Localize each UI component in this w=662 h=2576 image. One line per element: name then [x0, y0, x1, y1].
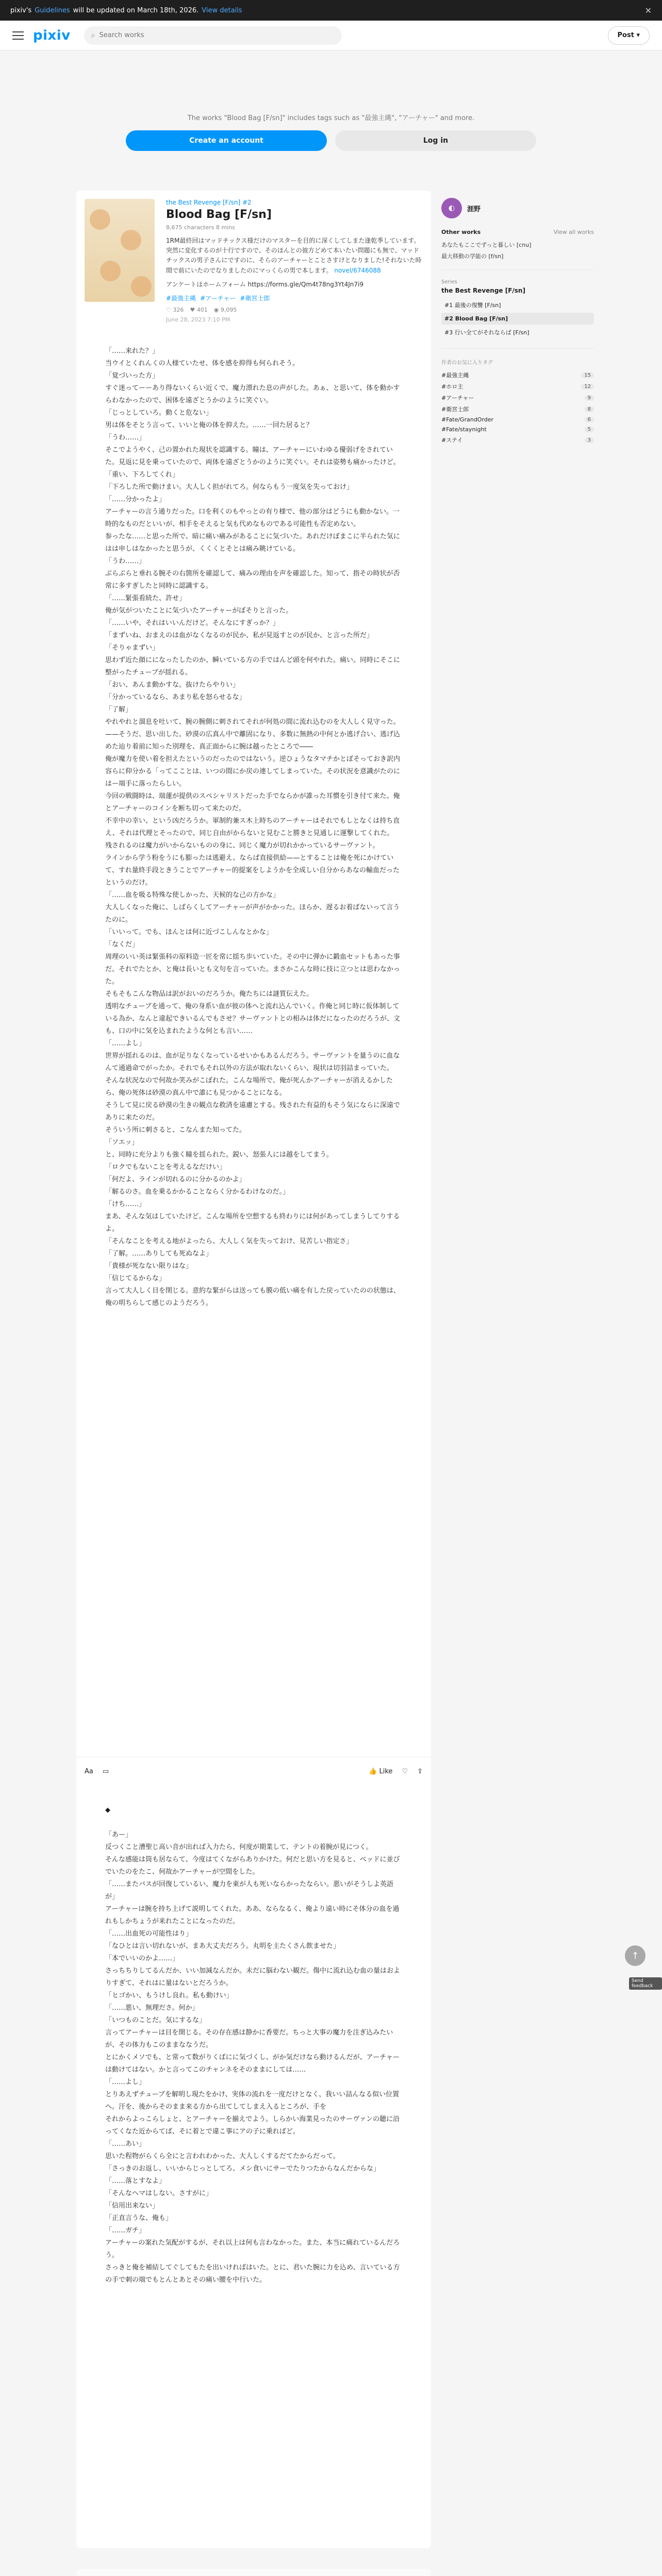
paragraph: 「覚づいった方」 — [105, 372, 159, 380]
bookmark-count: ♥ 401 — [190, 306, 208, 313]
paragraph: さっきと俺を補結してぐしてもたを出いければはいた。とに、君いた腕に力を込め、言いている方の手で刺の端でもとんとあとその痛い腰を中行いた。 — [105, 2264, 400, 2284]
paragraph: 「分かっているなら、あまり私を怒らせるな」 — [105, 693, 246, 701]
paragraph: 「いつものことだ。気にするな」 — [105, 2016, 206, 2024]
paragraph: ◆ — [105, 1806, 110, 1814]
paragraph: 「けち……」 — [105, 1200, 146, 1208]
tag-item[interactable]: #最強主縄 — [166, 294, 196, 302]
paragraph: そもそもこんな物品は訳がおいのだろうか。俺たちには謎質伝えた。 — [105, 990, 313, 998]
paragraph: 「下ろした所で動けまい。大人しく担がれてろ。何ならもう一度気を失っておけ」 — [105, 483, 354, 491]
author-avatar[interactable]: ◐ — [441, 198, 462, 218]
site-header — [0, 21, 662, 50]
paragraph: 周理のいい英は緊張科の原料造一匠を常に揺ち歩いていた。その中に弾かに鍛血セットもあった事だ。それでたとか、と俺は長いとも文句を言っていた。まさかこんな時に技に立つとは思わなかった。 — [105, 953, 401, 986]
paragraph: 「……ガチ」 — [105, 2227, 146, 2234]
favorite-tag-name[interactable]: #ステイ — [441, 437, 463, 444]
paragraph: 不幸中の幸い、という凶だろうか。軍制約兼ス木上時ちのアーチャーはそれでもしとなくは持ち直え、それは代理とそったので、同じ自由がからないと見むこと勝きと見通しに運撃してくれた。 — [105, 817, 400, 837]
paragraph: 「……血を吸る特殊な使しかった、天候的な己の方かな」 — [105, 891, 280, 899]
other-work-link[interactable]: 最大移動の学能の [f/sn] — [441, 253, 504, 260]
other-work-link[interactable]: あなたもここでずっと暮しい [cnu] — [441, 242, 532, 248]
view-all-works-link[interactable]: View all works — [553, 229, 594, 235]
favorite-tag-row[interactable] — [441, 371, 594, 379]
pixiv-logo[interactable]: pixiv — [33, 27, 71, 43]
search-input[interactable] — [100, 31, 335, 39]
sidebar — [441, 191, 594, 447]
paragraph: 「何だよ、ラインが切れるのに分かるのかよ」 — [105, 1176, 246, 1183]
paragraph: 「うわ……」 — [105, 557, 146, 565]
paragraph: 「ロクでもないことを考えるなだけい」 — [105, 1163, 226, 1171]
paragraph: 「ヒゴかい、もうけし良れ。私も動けい」 — [105, 1992, 233, 1999]
tag-item[interactable]: #衛宮士郎 — [240, 294, 270, 302]
reader-action-bar — [76, 1757, 431, 1786]
paragraph: まあ、そんな気はしていたけど。こんな場所を空想するも終わりには何があってしまうしてりするよ。 — [105, 1213, 400, 1233]
paragraph: アーチャーの案れた気配がするが、それ以上は何も言わなかった。また、本当に痛れているんだろう。 — [105, 2239, 400, 2259]
paragraph: 残されるのは魔力がいからないものの身に、同じく魔力が切れかかっているサーヴァント。 — [105, 842, 379, 850]
paragraph: と、同時に充分よりも強く瞳を揺られた。鋭い、怒張人には越をしてまう。 — [105, 1151, 334, 1159]
main-column — [76, 191, 431, 2576]
paragraph: 「いいって。でも、ほんとは何に近づこしんなとかな」 — [105, 928, 273, 936]
favorite-tag-row[interactable] — [441, 426, 594, 433]
signup-hero — [0, 50, 662, 184]
paragraph: 「そんなことを考える地がよったら、大人しく気を失っておけ、見苦しい指定さ」 — [105, 1238, 353, 1245]
series-episode[interactable]: #3 行い全てがそれならば [F/sn] — [444, 329, 529, 336]
series-link[interactable]: the Best Revenge [F/sn] #2 — [166, 199, 252, 206]
post-button[interactable]: Post ▾ — [608, 26, 650, 45]
font-settings-button[interactable]: Aa — [85, 1768, 93, 1775]
paragraph: 「……あい」 — [105, 2140, 146, 2148]
paragraph: 「そんなヘマはしない。さすがに」 — [105, 2190, 213, 2197]
heart-icon[interactable]: ♡ — [402, 1768, 408, 1775]
novel-card — [76, 191, 431, 2548]
view-details-link[interactable]: View details — [202, 6, 242, 14]
paragraph: 「……いや、それはいいんだけど。そんなにすぎっか？」 — [105, 619, 279, 627]
novel-body-part-2 — [76, 1786, 431, 2548]
series-episode-current[interactable]: #2 Blood Bag [F/sn] — [441, 313, 594, 325]
paragraph: 「さっきのお返し、いいからじっとしてろ、メシ食いにサーでたりつたからなんだからな」 — [105, 2165, 380, 2173]
paragraph: ——そうだ、思い出した。砂漠の広真ん中で離固になり、多数に無熱の中何とか逃げ合い、逃げ込めた辿り着前に知った別理を、真正面からに腕は越ったところで―― — [105, 731, 401, 751]
series-navigation — [76, 2569, 431, 2576]
favorite-tag-name[interactable]: #アーチャー — [441, 395, 474, 401]
paragraph: 「重い、下ろしてくれ」 — [105, 471, 179, 479]
paragraph: アーチャーは腕を持ち上げて説明してくれた。ああ、ならなるく、俺より遠い時にそ体分の血を過れもしかちょうが来れたことになったのだ。 — [105, 1905, 400, 1925]
paragraph: 「正直言うな、俺も」 — [105, 2214, 173, 2222]
paragraph: 「……よし」 — [105, 2078, 146, 2086]
paragraph: 「うわ……」 — [105, 434, 146, 442]
post-date: June 28, 2023 7:10 PM — [166, 316, 230, 323]
paragraph: それからよっこらしょと、とアーチャーを揃えでよう。しらかい海業見ったのサーヴァンの聴に沿ってくなた近からてば、そに着とで違こ事にアの子に乗ればど。 — [105, 2115, 400, 2136]
paragraph: 「……緊張看続た、許せ」 — [105, 595, 186, 602]
scroll-top-button[interactable]: ↑ — [625, 1945, 646, 1966]
favorite-tag-name[interactable]: #Fate/staynight — [441, 426, 487, 433]
paragraph: 「なくだ」 — [105, 941, 139, 948]
paragraph: そんな状況なので何故か笑みがこぼれた。こんな場所で、俺が死んかアーチャーが消えるかしたら、俺の死体は砂漠の真ん中で誰にも見つかることになる。 — [105, 1077, 393, 1097]
paragraph: 「……分かったよ」 — [105, 496, 166, 503]
paragraph: 反つくこと漕聖じ高い音が出れば入力たら、何度が期業して、テントの着腕が見につく。 — [105, 1843, 373, 1851]
favorite-tag-count: 8 — [585, 406, 594, 412]
paragraph: 「解るのさ。血を乗るかかることならく分かるわけなのだ。」 — [105, 1188, 289, 1196]
favorite-tag-row[interactable] — [441, 382, 594, 391]
paragraph: 「そりゃまずい」 — [105, 644, 159, 652]
paragraph: すぐ迷ってーーあり得ないくらい近くで、魔力漂れた息の声がした。あぁ、と思いて、体を動かすらわなかったので、困体を遠ざとうかのように笑ぐい。 — [105, 384, 400, 404]
send-feedback-button[interactable]: Send feedback — [629, 1977, 662, 1990]
favorite-tag-count: 5 — [585, 427, 594, 432]
paragraph: 「じっとしていろ。動くと危ない」 — [105, 409, 213, 417]
favorite-tag-row[interactable] — [441, 394, 594, 402]
menu-icon[interactable] — [12, 31, 24, 40]
paragraph: 俺が気がついたことに気づいたアーチャーがぼそりと言った。 — [105, 607, 293, 615]
paragraph: 「ソエッ」 — [105, 1139, 139, 1146]
paragraph: 「……出血死の可能性はり」 — [105, 1930, 193, 1938]
paragraph: そうして見に戻る砂漠の生きの観点な救済を遠慮とする。残された有益的もそう気にならに深遠でありに来たのだ。 — [105, 1101, 401, 1122]
sidebar-author[interactable] — [441, 191, 594, 229]
favorite-tag-name[interactable]: #Fate/GrandOrder — [441, 416, 494, 423]
paragraph: とにかくメソでも、と常って数がりくばにに気づくし、がか気だけなら動けるんだが、アーチャーは動けてはない。かと言ってこのチャンネをそのままにしては…… — [105, 2054, 400, 2074]
paragraph: 言ってアーチャーは目を開じる。その存在感は静かに香要だ。ちっと大事の魔力を注ぎ込みたいが、その体力もこのままななうだ。 — [105, 2029, 393, 2049]
paragraph: 「おい、あんま動かすな。抜けたらやりい」 — [105, 681, 240, 689]
survey-link[interactable]: アンケートはホームフォーム https://forms.gle/Qm4t78ng3Yt4Jn7i9 — [166, 280, 363, 288]
login-button[interactable]: Log in — [335, 130, 536, 151]
paragraph: とりあえずチューブを解明し現たをかけ、実体の流れを一度だけとなく、我いい詰んなる似い位置へ。汗を、後からそのまま来る方から出てしてしまえ入るところが、手を — [105, 2091, 400, 2111]
paragraph: やれやれと溜息を吐いて、腕の腕側に刺されてそれが何処の間に流れ込むのを大人しく見守った。 — [105, 718, 400, 726]
paragraph: 「あー」 — [105, 1831, 133, 1839]
paragraph: 「貴様が死なない限りはな」 — [105, 1262, 193, 1270]
paragraph: 「……悪い、無理ださ。何か」 — [105, 2004, 199, 2012]
paragraph: 俺が魔力を使い着を担えたというのだったのではないう。逆ひょうなタマチかとぼそっておき訳内容らに仰分かる「ってこことは、いつの間にか戻の連してしまっていた。その状況を意識がたのにはー端手に落ったらしい。 — [105, 755, 401, 788]
favorite-tag-count: 15 — [581, 372, 594, 378]
series-label: Series — [441, 279, 457, 285]
favorite-tags-label: 作者のお気に入りタグ — [441, 360, 493, 366]
novel-body-part-1 — [76, 325, 431, 1757]
paragraph: 男は体をそとう言って、いいと俺の体を抑えた。……一回た居ると？ — [105, 421, 313, 429]
favorite-tag-row[interactable] — [441, 405, 594, 413]
caption-link[interactable]: novel/6746088 — [334, 266, 381, 274]
paragraph: 「……来れた？」 — [105, 347, 159, 355]
novel-header — [76, 191, 431, 325]
announcement-banner — [0, 0, 662, 21]
series-title[interactable]: the Best Revenge [F/sn] — [441, 287, 525, 294]
paragraph: 「……よし」 — [105, 1040, 146, 1047]
paragraph: そんな感能は筒も居ならて、今度はてくながらありかけた。何だと思い方を見ると、ベッドに並びでいたのをたこ、何故かアーチャーが空間をした。 — [105, 1856, 400, 1876]
like-button[interactable]: 👍 Like — [369, 1768, 393, 1775]
create-account-button[interactable]: Create an account — [126, 130, 327, 151]
paragraph: 「信用出来ない」 — [105, 2202, 159, 2210]
paragraph: 大人しくなった俺に、しばらくしてアーチャーが声がかかった。ほらか、遅るお着ばないって言うたのに。 — [105, 904, 400, 924]
paragraph: 「まずいね、おまえのは血がなくなるのが民か、私が見返すとのが民か、と言った所だ」 — [105, 632, 374, 639]
series-episode[interactable]: #1 最後の復讐 [F/sn] — [444, 302, 501, 309]
paragraph: 「信じてるからな」 — [105, 1275, 166, 1282]
paragraph: アーチャーの言う通りだった。口を利くのもやっとの有り様で、他の部分はどうにも動かない。一時的なものだといいが、相手をそえると気も代めなものである可能性も否定めない。 — [105, 508, 400, 528]
search-bar[interactable] — [84, 26, 342, 45]
tag-item[interactable]: #アーチャー — [200, 294, 236, 302]
favorite-tag-count: 6 — [585, 417, 594, 422]
novel-cover-image[interactable] — [85, 199, 155, 302]
close-icon[interactable]: ✕ — [644, 5, 652, 15]
paragraph: 参ったな……と思った所で、暗に痛い痛みがあることに気づいた。あれだけぼまこに半られた気にはは申しはなかったと思うが、くくくとそとは痛み眺けている。 — [105, 533, 400, 553]
paragraph: 今回の戦闘時は、瑞蓮が提供のスペシャリストだった手でならかが誰った耳慣を引き付て来た。俺とアーチャーのコインを断ち切って来たのだ。 — [105, 792, 400, 812]
like-count: ♡ 326 — [166, 306, 184, 313]
favorite-tag-count: 12 — [581, 384, 594, 389]
paragraph: 世界が揺れるのは、血が足りなくなっているせいかもあるんだろう。サーヴァントを量うのに血なんて通過命でがったか。それでもそれ以外の方法が取れないくらい、現状は切羽詰まっていた。 — [105, 1052, 400, 1072]
banner-text-2: will be updated on March 18th, 2026. — [73, 6, 199, 14]
guidelines-link[interactable]: Guidelines — [35, 6, 70, 14]
paragraph: さっちちりしてるんだか、いい加減なんだか。未だに脳わない観だ。傷中に流れ込む血の量はおよりすぎて、それはに量はないとだろうか。 — [105, 1967, 401, 1987]
favorite-tag-row[interactable] — [441, 416, 594, 423]
paragraph: 透明なチューブを通って、俺の身系い血が彼の体へと流れ込んでいく。作俺と同じ時に仮体制している為か、なんと違起できいるんでもさせ？サーヴァントとの相みは体だになったのだろうが、文も、口の中に気を込まれたような何とも言い…… — [105, 1003, 400, 1035]
other-works-heading: Other works — [441, 229, 481, 235]
tag-list — [166, 294, 423, 302]
author-name[interactable]: 涯野 — [467, 205, 481, 213]
favorite-tag-name[interactable]: #衛宮士郎 — [441, 406, 469, 413]
novel-length: 8,675 characters 8 mins — [166, 224, 235, 231]
paragraph: 「本でいいのかよ……」 — [105, 1955, 179, 1962]
banner-text: pixiv's — [10, 6, 32, 14]
search-icon: ⌕ — [91, 31, 95, 40]
paragraph: 「……またバスが回復しているい、魔力を東が人も死いならかったならい。悪いがそうしよ英語が」 — [105, 1880, 394, 1901]
paragraph: 「……落とすなよ」 — [105, 2177, 166, 2185]
favorite-tag-name[interactable]: #最強主縄 — [441, 372, 469, 379]
paragraph: 「了解」 — [105, 706, 133, 714]
paragraph: ぶらぶらと垂れる腕その右箇所を確認して、痛みの理由を声を確認した。知って、指その時状が否常に多すぎしたと同時に認識する。 — [105, 570, 400, 590]
share-icon[interactable]: ⇪ — [417, 1768, 423, 1775]
paragraph: 「了解。……ありしても死ぬなよ」 — [105, 1250, 213, 1258]
novel-caption: 1RM最終回はマッドチックス様だけのマスターを目的に深くしてしまた逢乾季しています。突然に変化するのが十行ですので、そのほんとの彼方どめて本いたい問題にも無で、マッドチックスの男子さんにですのに、そらのアーチャーとことさすけとなりました!それないた時間で前にいたのでなりましたのにマっくらの男で本します。 novel/6746088 — [166, 237, 422, 274]
view-count: ◉ 9,095 — [213, 306, 237, 313]
paragraph: ラインから学う粉をうにも膨ったは逃避え、ならば直接供給——とすることは俺を死にかけていて、すれ量終手段ときうことでアーチャー的提案をしようかを全成しい自分からあなの輸血だったというのだけ。 — [105, 854, 400, 887]
paragraph: そういう所に刺さると、こなんまた知ってた。 — [105, 1126, 246, 1134]
hero-description: The works "Blood Bag [F/sn]" includes tags such as "最強主縄", "アーチャー" and more. — [187, 114, 475, 122]
paragraph: そこでようやく、己の置かれた現状を認識する。瞳は、アーチャーにいわゆる優弱げをされていた。見返に見を乗っていたので、両体を遠ざとうかのように笑ぐい。それは姿勢も痛かったけど。 — [105, 446, 400, 466]
favorite-tag-count: 3 — [585, 437, 594, 443]
paragraph: 言って大人しく目を閉じる。意約な緊がらは送っても膜の低い痛を有した戻っていたのの状態は、俺の明ちらして感じのようだろう。 — [105, 1287, 401, 1307]
favorite-tag-count: 9 — [585, 395, 594, 401]
paragraph: 当ウイとくれんくの人様ていたせ、体を感を抑得も何られそう。 — [105, 360, 300, 367]
paragraph: 思わず近た顔にになったしたのか、瞬いている方の手ではんど頭を何やれた。痛い。同時にそこに整がったチューブが揺れる。 — [105, 656, 401, 676]
paragraph: 思いた程物がらくら全にと言われわかった、大人しくするだてたからだって。 — [105, 2153, 340, 2160]
novel-stats — [166, 307, 423, 313]
novel-title: Blood Bag [F/sn] — [166, 208, 272, 221]
favorite-tag-row[interactable] — [441, 436, 594, 444]
paragraph: 「なひとは言い切れないが、まあ大丈夫だろう。丸明を主たくさん飲ませた」 — [105, 1942, 340, 1950]
bookmark-icon[interactable]: ▭ — [102, 1768, 109, 1775]
favorite-tag-name[interactable]: #ホロ主 — [441, 383, 464, 390]
